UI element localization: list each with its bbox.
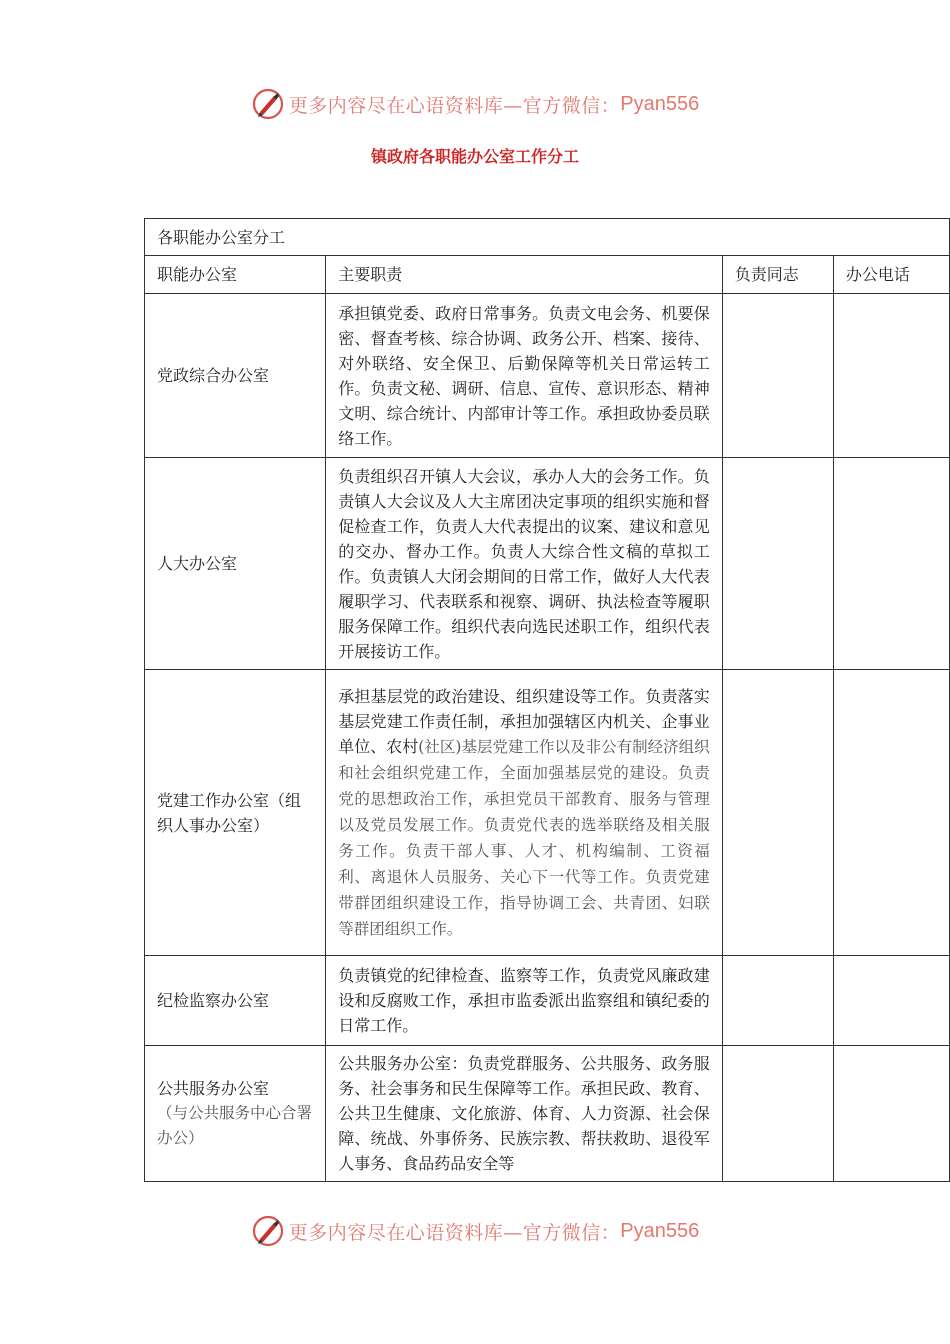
- duty-text: 承担镇党委、政府日常事务。负责文电会务、机要保密、督查考核、综合协调、政务公开、档案、接待、对外联络、安全保卫、后勤保障等机关日常运转工作。负责文秘、调研、信息、宣传、意识形态、精神文明、综合统计、内部审计等工作。承担政协委员联络工作。: [326, 294, 722, 458]
- phone-cell: [833, 956, 949, 1046]
- person-cell: [722, 294, 833, 458]
- duty-text: 公共服务办公室：负责党群服务、公共服务、政务服务、社会事务和民生保障等工作。承担民政、教育、公共卫生健康、文化旅游、体育、人力资源、社会保障、统战、外事侨务、民族宗教、帮扶救助、退役军人事务、食品药品安全等: [326, 1046, 722, 1182]
- table-row: [145, 956, 950, 1046]
- person-cell: [722, 1046, 833, 1182]
- banner-text: 更多内容尽在心语资料库—官方微信：: [288, 94, 621, 117]
- office-name: 党建工作办公室（组织人事办公室）: [145, 670, 326, 956]
- table-row: [145, 1046, 950, 1182]
- duty-table: [144, 218, 950, 1182]
- pen-logo-icon: [251, 87, 285, 121]
- office-name: 党政综合办公室: [145, 294, 326, 458]
- duty-text: [326, 670, 722, 956]
- header-banner: [0, 84, 950, 124]
- person-cell: [722, 670, 833, 956]
- table-caption-row: [145, 219, 950, 256]
- office-name: 纪检监察办公室: [145, 956, 326, 1046]
- duty-text: 负责镇党的纪律检查、监察等工作，负责党风廉政建设和反腐败工作，承担市监委派出监察组和镇纪委的日常工作。: [326, 956, 722, 1046]
- office-name: [145, 1046, 326, 1182]
- banner-text: 更多内容尽在心语资料库—官方微信：: [288, 1221, 621, 1244]
- header-office: 职能办公室: [145, 256, 326, 294]
- office-name-main: 公共服务办公室: [157, 1079, 270, 1098]
- phone-cell: [833, 670, 949, 956]
- phone-cell: [833, 294, 949, 458]
- table-row: [145, 670, 950, 956]
- duty-text: 负责组织召开镇人大会议，承办人大的会务工作。负责镇人大会议及人大主席团决定事项的组织实施和督促检查工作，负责人大代表提出的议案、建议和意见的交办、督办工作。负责人大综合性文稿的草拟工作。负责镇人大闭会期间的日常工作，做好人大代表履职学习、代表联系和视察、调研、执法检查等履职服务保障工作。组织代表向选民述职工作，组织代表开展接访工作。: [326, 458, 722, 670]
- person-cell: [722, 458, 833, 670]
- document-title: 镇政府各职能办公室工作分工: [370, 147, 579, 166]
- header-duty: 主要职责: [326, 256, 722, 294]
- duty-text-part2: (社区)基层党建工作以及非公有制经济组织和社会组织党建工作，全面加强基层党的建设。负责党的思想政治工作，承担党员干部教育、服务与管理以及党员发展工作。负责党代表的选举联络及相关服务工作。负责干部人事、人才、机构编制、工资福利、离退休人员服务、关心下一代等工作。负责党建带群团组织建设工作，指导协调工会、共青团、妇联等群团组织工作。: [338, 737, 710, 938]
- table-row: [145, 294, 950, 458]
- header-person: 负责同志: [722, 256, 833, 294]
- phone-cell: [833, 458, 949, 670]
- person-cell: [722, 956, 833, 1046]
- phone-cell: [833, 1046, 949, 1182]
- footer-banner: [0, 1211, 950, 1251]
- table-row: [145, 458, 950, 670]
- table-caption: 各职能办公室分工: [145, 219, 950, 256]
- banner-handle: Pyan556: [620, 92, 700, 115]
- header-phone: 办公电话: [833, 256, 949, 294]
- duty-text-part1: 承担基层党的政治建设、组织建设等工作。负责落实基层党建工作责任制，承担加强辖区内机关、企事业单位、农村: [338, 686, 710, 756]
- banner-handle: Pyan556: [620, 1219, 700, 1242]
- office-name-note: （与公共服务中心合署办公）: [157, 1104, 313, 1147]
- pen-logo-icon: [251, 1214, 285, 1248]
- table-header-row: [145, 256, 950, 294]
- office-name: 人大办公室: [145, 458, 326, 670]
